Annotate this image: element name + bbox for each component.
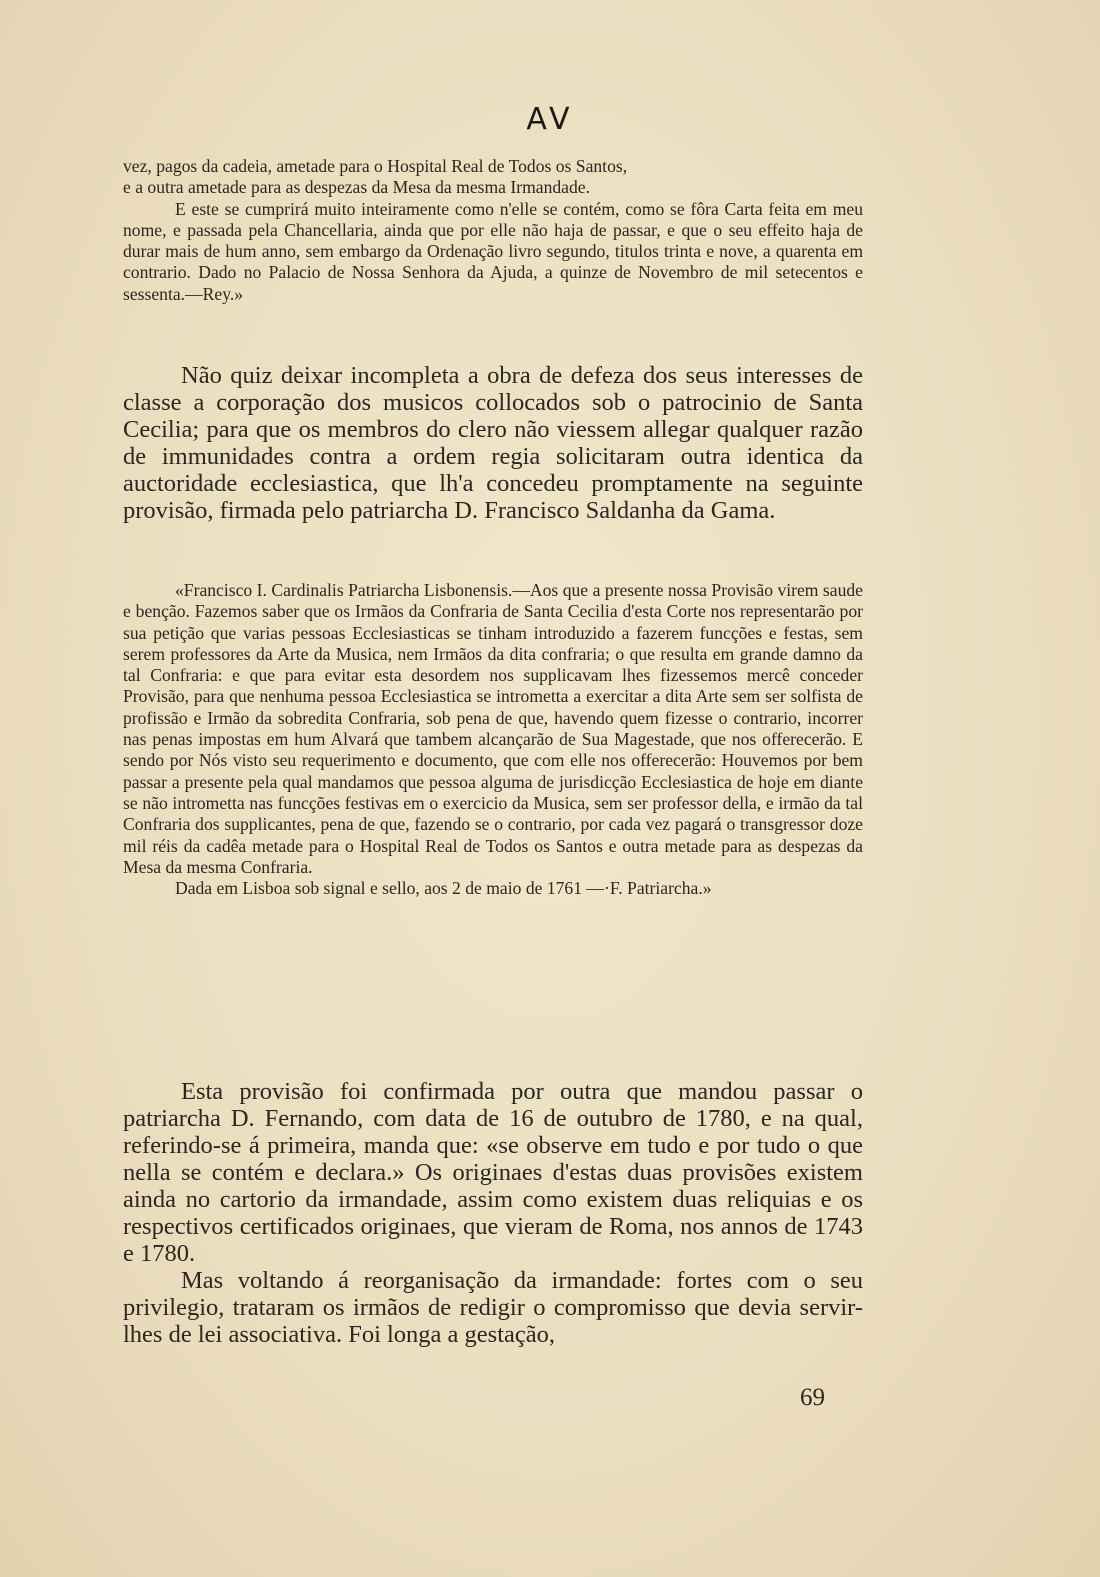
- body-paragraph: Não quiz deixar incompleta a obra de defeza dos seus interesses de classe a corporação dos musicos collocados sob o patrocinio de Santa Cecilia; para que os membros do clero não viessem allegar qualquer razão de immunidades contra a ordem regia solicitaram outra identica da auctoridade ecclesiastica, que lh'a concedeu promptamente na seguinte provisão, firmada pelo patriarcha D. Francisco Saldanha da Gama.: [123, 362, 863, 524]
- edict-paragraph: E este se cumprirá muito inteiramente como n'elle se contém, como se fôra Carta feita em meu nome, e passada pela Chancellaria, ainda que por elle não haja de passar, e que o seu effeito haja de durar mais de hum anno, sem embargo da Ordenação livro segundo, titulos trinta e nove, a quarenta em contrario. Dado no Palacio de Nossa Senhora da Ajuda, a quinze de Novembro de mil setecentos e sessenta.—Rey.»: [123, 198, 863, 304]
- provision-quote: [123, 580, 863, 899]
- running-header-ornament: AV: [526, 102, 574, 137]
- provision-paragraph: «Francisco I. Cardinalis Patriarcha Lisbonensis.—Aos que a presente nossa Provisão virem saude e benção. Fazemos saber que os Irmãos da Confraria de Santa Cecilia d'esta Corte nos representarão por sua petição que varias pessoas Ecclesiasticas se tinham introduzido a fazerem funcções e festas, sem serem professores da Arte da Musica, nem Irmãos da dita confraria; o que resulta em grande damno da tal Confraria: e que para evitar esta desordem nos supplicavam lhes fizessemos mercê conceder Provisão, para que nenhuma pessoa Ecclesiastica se intrometta a exercitar a dita Arte sem ser solfista de profissão e Irmão da sobredita Confraria, sob pena de que, havendo quem fizesse o contrario, incorrer nas penas impostas em hum Alvará que tambem alcançarão de Sua Magestade, que nos offerecerão. E sendo por Nós visto seu requerimento e documento, que com elle nos offerecerão: Houvemos por bem passar a presente pela qual mandamos que pessoa alguma de jurisdicção Ecclesiastica de hoje em diante se não intrometta nas funcções festivas em o exercicio da Musica, sem ser professor della, e irmão da tal Confraria dos supplicantes, pena de que, fazendo se o contrario, por cada vez pagará o transgressor doze mil réis da cadêa metade para o Hospital Real de Todos os Santos e outra metade para as despezas da Mesa da mesma Confraria.: [123, 580, 863, 877]
- edict-excerpt: [123, 156, 863, 305]
- edict-line: e a outra ametade para as despezas da Mesa da mesma Irmandade.: [123, 177, 590, 198]
- page-number: 69: [800, 1384, 825, 1411]
- body-section-1: [123, 362, 863, 524]
- body-paragraph: Mas voltando á reorganisação da irmandade: fortes com o seu privilegio, trataram os irmãos de redigir o compromisso que devia servir-lhes de lei associativa. Foi longa a gestação,: [123, 1267, 863, 1348]
- edict-line: vez, pagos da cadeia, ametade para o Hospital Real de Todos os Santos,: [123, 156, 628, 176]
- body-section-2: [123, 1078, 863, 1348]
- provision-closing: Dada em Lisboa sob signal e sello, aos 2 de maio de 1761 —·F. Patriarcha.»: [175, 878, 712, 899]
- body-paragraph: Esta provisão foi confirmada por outra que mandou passar o patriarcha D. Fernando, com data de 16 de outubro de 1780, e na qual, referindo-se á primeira, manda que: «se observe em tudo e por tudo o que nella se contém e declara.» Os originaes d'estas duas provisões existem ainda no cartorio da irmandade, assim como existem duas reliquias e os respectivos certificados originaes, que vieram de Roma, nos annos de 1743 e 1780.: [123, 1078, 863, 1267]
